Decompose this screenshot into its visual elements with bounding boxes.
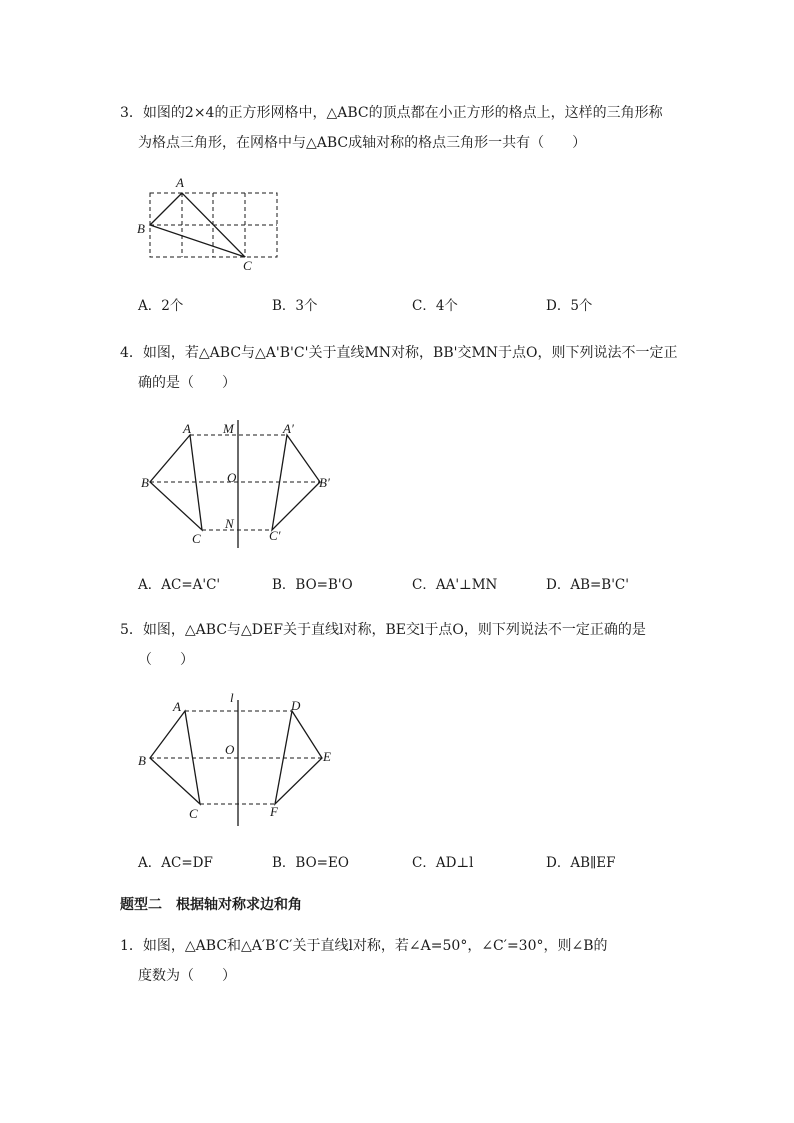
q3-option-c[interactable]: C．4个 [412, 298, 458, 314]
q4-label-b: B [141, 475, 149, 490]
q4-label-m: M [223, 421, 234, 436]
q5-option-c[interactable]: C．AD⊥l [412, 855, 474, 871]
q3-text-line2: 为格点三角形，在网格中与△ABC成轴对称的格点三角形一共有（ ） [138, 135, 587, 151]
q5-label-f: F [270, 804, 278, 819]
q4-option-a[interactable]: A．AC=A'C' [138, 577, 221, 593]
q3-label-b: B [137, 221, 145, 236]
q4-option-c[interactable]: C．AA'⊥MN [412, 577, 498, 593]
q5-label-d: D [291, 698, 301, 713]
q3-label-a: A [176, 175, 184, 190]
q1-text-line2: 度数为（ ） [138, 968, 236, 984]
q5-label-e: E [323, 749, 331, 764]
q4-label-c: C [192, 531, 201, 546]
q5-label-a: A [173, 699, 181, 714]
q5-label-o: O [225, 742, 235, 757]
q3-option-b[interactable]: B．3个 [272, 298, 318, 314]
q4-option-b[interactable]: B．BO=B'O [272, 577, 353, 593]
q5-option-b[interactable]: B．BO=EO [272, 855, 349, 871]
q4-label-n: N [225, 516, 234, 531]
q1-text-line1: 1．如图，△ABC和△A′B′C′关于直线l对称，若∠A=50°，∠C′=30°，则∠B的 [120, 938, 608, 954]
q5-label-l: l [230, 690, 234, 705]
q5-text-line1: 5．如图，△ABC与△DEF关于直线l对称，BE交l于点O，则下列说法不一定正确的是 [120, 622, 646, 638]
q5-option-a[interactable]: A．AC=DF [138, 855, 213, 871]
q4-option-d[interactable]: D．AB=B'C' [546, 577, 629, 593]
q3-text-line1: 3．如图的2×4的正方形网格中，△ABC的顶点都在小正方形的格点上，这样的三角形称 [120, 105, 663, 121]
q3-label-c: C [243, 258, 252, 273]
q4-label-b-prime: B′ [319, 475, 330, 490]
q3-option-a[interactable]: A．2个 [138, 298, 184, 314]
q4-text-line1: 4．如图，若△ABC与△A'B'C'关于直线MN对称，BB'交MN于点O，则下列说法不一定正 [120, 345, 678, 361]
q3-option-d[interactable]: D．5个 [546, 298, 593, 314]
section-title: 题型二 根据轴对称求边和角 [120, 897, 302, 913]
q5-label-b: B [138, 753, 146, 768]
q4-text-line2: 确的是（ ） [138, 375, 236, 391]
q5-label-c: C [189, 806, 198, 821]
q5-text-line2: （ ） [138, 652, 194, 668]
q4-label-a-prime: A′ [283, 421, 294, 436]
q4-label-o: O [227, 470, 237, 485]
q4-label-c-prime: C′ [269, 528, 281, 543]
q5-option-d[interactable]: D．AB∥EF [546, 855, 616, 871]
q4-label-a: A [183, 421, 191, 436]
